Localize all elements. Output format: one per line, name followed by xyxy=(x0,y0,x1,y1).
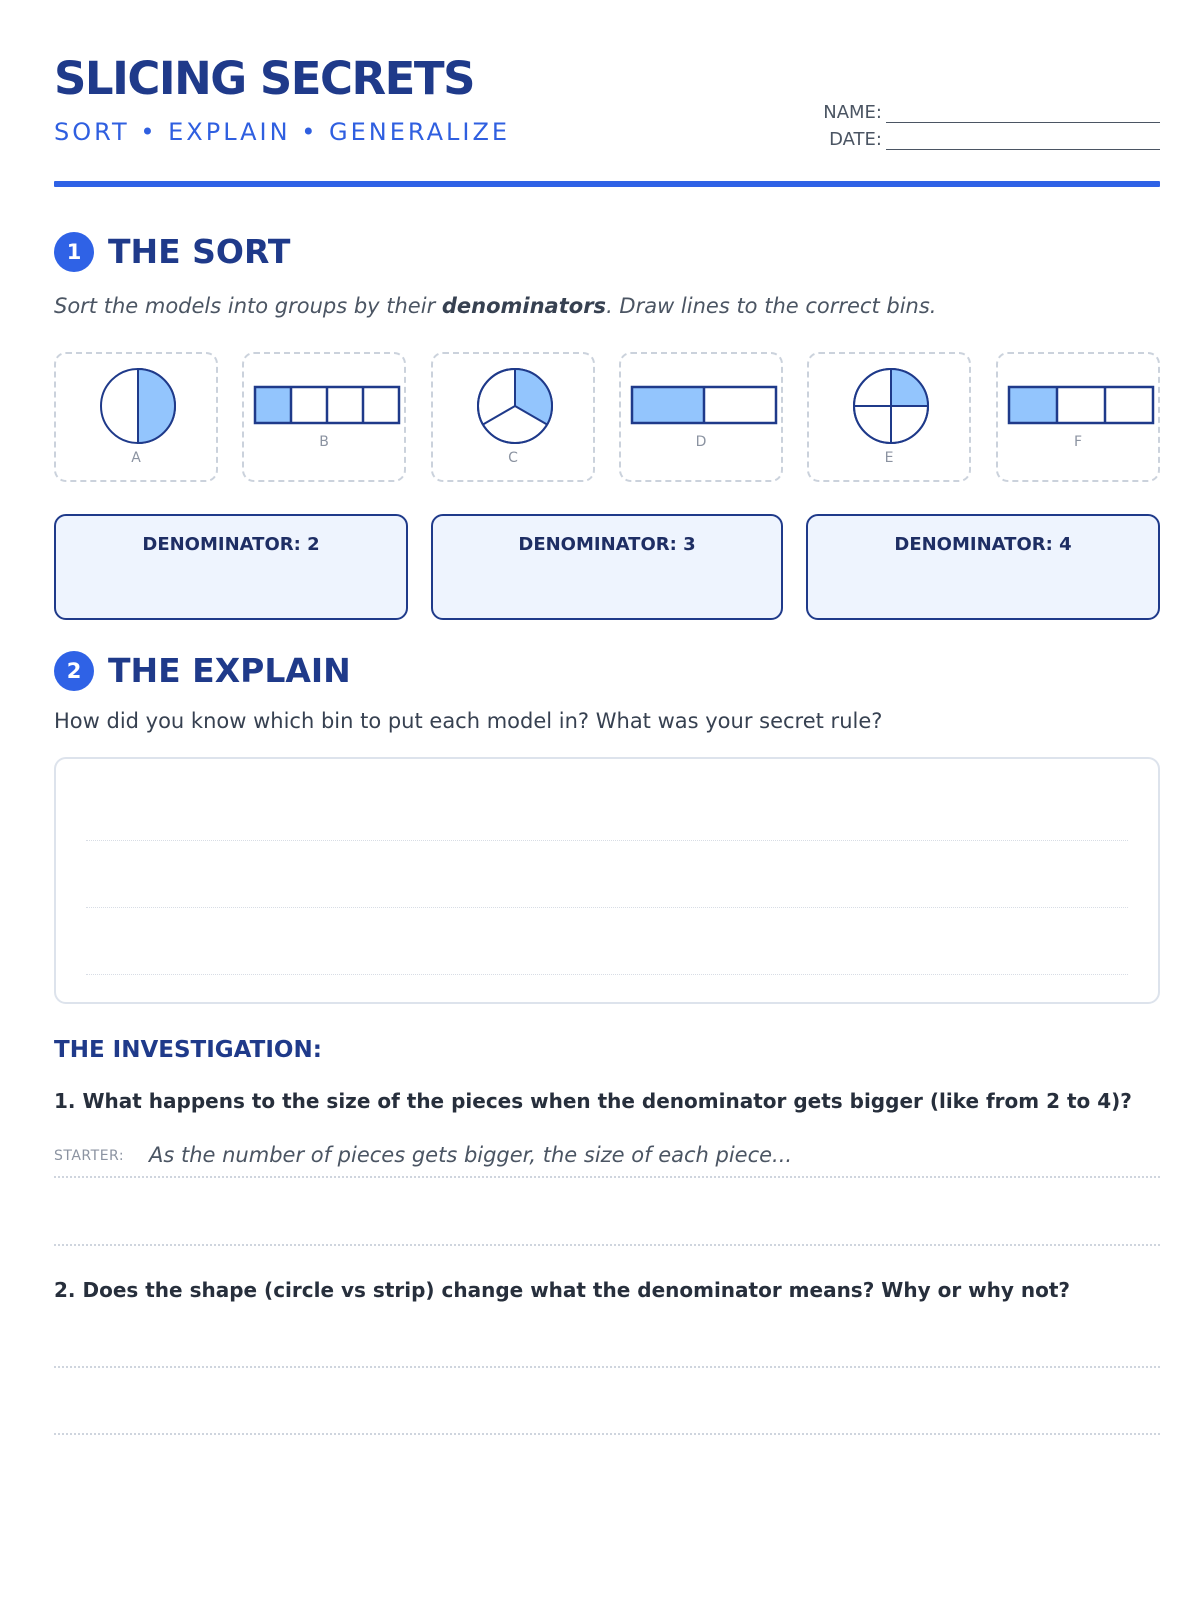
page-title: SLICING SECRETS xyxy=(54,52,475,105)
model-card-a[interactable] xyxy=(54,352,218,482)
bin-denominator-2[interactable] xyxy=(54,514,408,620)
starter-text: As the number of pieces gets bigger, the size of each piece... xyxy=(149,1143,793,1167)
model-card-d[interactable] xyxy=(619,352,783,482)
model-label: C xyxy=(508,450,518,466)
student-info xyxy=(800,103,1160,157)
section-1-number-badge: 1 xyxy=(54,232,94,272)
date-row xyxy=(800,130,1160,157)
bin-label: DENOMINATOR: 3 xyxy=(518,534,696,555)
name-field[interactable] xyxy=(886,122,1160,123)
bin-label: DENOMINATOR: 2 xyxy=(142,534,320,555)
instruction-emphasis: denominators xyxy=(441,294,607,318)
model-d-half-strip xyxy=(621,354,785,484)
question-2: 2. Does the shape (circle vs strip) change what the denominator means? Why or why not? xyxy=(54,1278,1070,1302)
investigation-title: THE INVESTIGATION: xyxy=(54,1037,322,1063)
model-card-e[interactable] xyxy=(807,352,971,482)
explain-prompt: How did you know which bin to put each model in? What was your secret rule? xyxy=(54,709,883,733)
header-divider xyxy=(54,181,1160,187)
name-row xyxy=(800,103,1160,130)
answer-line xyxy=(86,840,1128,841)
model-b-quarter-strip xyxy=(244,354,408,484)
section-2-number-badge: 2 xyxy=(54,651,94,691)
bin-denominator-4[interactable] xyxy=(806,514,1160,620)
starter-label: STARTER: xyxy=(54,1148,125,1164)
model-card-b[interactable] xyxy=(242,352,406,482)
bin-denominator-3[interactable] xyxy=(431,514,783,620)
sort-instruction: Sort the models into groups by their denominators. Draw lines to the correct bins. xyxy=(54,294,937,318)
explain-answer-box[interactable] xyxy=(54,757,1160,1004)
model-label: E xyxy=(884,450,894,466)
name-label: NAME: xyxy=(823,102,882,123)
model-card-c[interactable] xyxy=(431,352,595,482)
model-label: B xyxy=(319,434,329,450)
question-1-answer-line[interactable] xyxy=(54,1176,1160,1178)
section-2-title: THE EXPLAIN xyxy=(108,651,351,690)
question-1-answer-line[interactable] xyxy=(54,1244,1160,1246)
model-card-f[interactable] xyxy=(996,352,1160,482)
answer-line xyxy=(86,974,1128,975)
date-label: DATE: xyxy=(829,129,882,150)
model-label: F xyxy=(1073,434,1083,450)
answer-line xyxy=(86,907,1128,908)
model-f-third-strip xyxy=(998,354,1162,484)
section-1-title: THE SORT xyxy=(108,232,291,271)
model-label: D xyxy=(695,434,707,450)
question-2-answer-line[interactable] xyxy=(54,1366,1160,1368)
question-2-answer-line[interactable] xyxy=(54,1433,1160,1435)
page-subtitle: SORT • EXPLAIN • GENERALIZE xyxy=(54,118,511,146)
date-field[interactable] xyxy=(886,149,1160,150)
bin-label: DENOMINATOR: 4 xyxy=(894,534,1072,555)
model-label: A xyxy=(131,450,141,466)
question-1: 1. What happens to the size of the pieces when the denominator gets bigger (like from 2 to 4)? xyxy=(54,1089,1132,1113)
